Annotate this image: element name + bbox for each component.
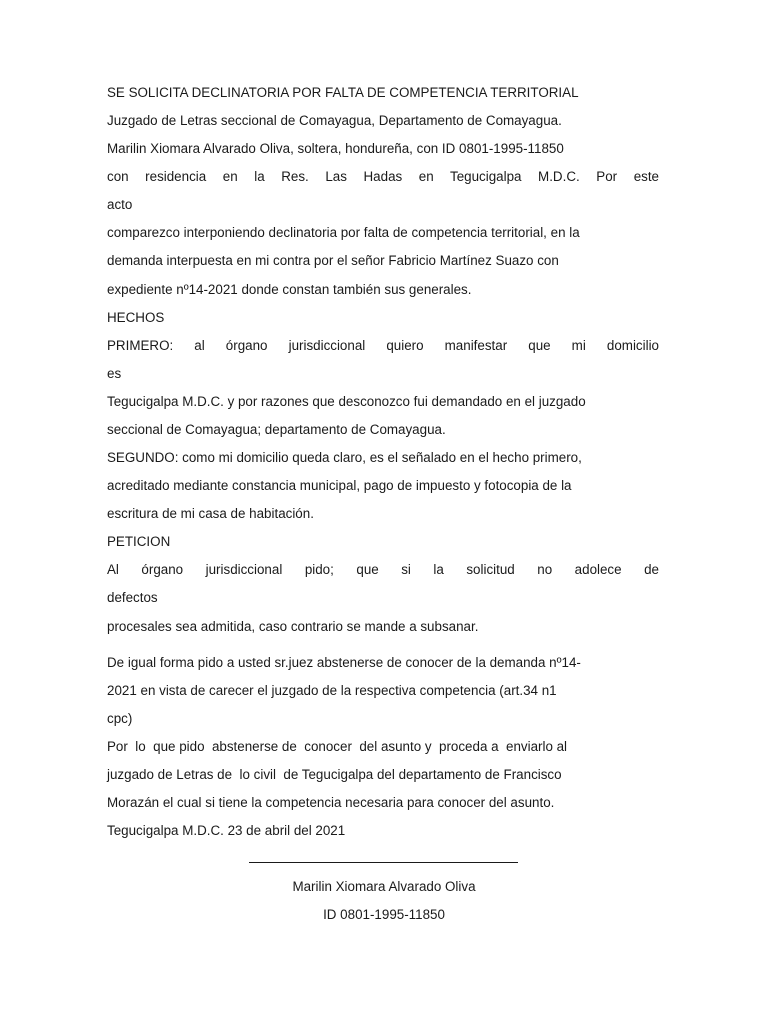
body-line: Por lo que pido abstenerse de conocer del asunto y proceda a enviarlo al — [107, 739, 568, 754]
body-line: 2021 en vista de carecer el juzgado de la respectiva competencia (art.34 n1 — [107, 683, 557, 698]
body-line: expediente nº14-2021 donde constan también sus generales. — [107, 282, 472, 297]
date-line: Tegucigalpa M.D.C. 23 de abril del 2021 — [107, 823, 346, 838]
body-line: juzgado de Letras de lo civil de Tegucigalpa del departamento de Francisco — [107, 767, 562, 782]
body-line: comparezco interponiendo declinatoria por falta de competencia territorial, en la — [107, 225, 580, 240]
signature-id: ID 0801-1995-11850 — [323, 907, 445, 922]
applicant-line: Marilin Xiomara Alvarado Oliva, soltera, hondureña, con ID 0801-1995-11850 — [107, 141, 564, 156]
body-line: defectos — [107, 590, 158, 605]
body-line: Morazán el cual si tiene la competencia necesaria para conocer del asunto. — [107, 795, 555, 810]
body-line: Tegucigalpa M.D.C. y por razones que desconozco fui demandado en el juzgado — [107, 394, 586, 409]
body-line: es — [107, 366, 122, 381]
body-line: SEGUNDO: como mi domicilio queda claro, es el señalado en el hecho primero, — [107, 450, 582, 465]
body-line: acto — [107, 197, 133, 212]
body-line: seccional de Comayagua; departamento de Comayagua. — [107, 422, 446, 437]
signature-line — [249, 862, 518, 863]
body-line: procesales sea admitida, caso contrario se mande a subsanar. — [107, 619, 479, 634]
court-line: Juzgado de Letras seccional de Comayagua, Departamento de Comayagua. — [107, 113, 562, 128]
body-line: con residencia en la Res. Las Hadas en Tegucigalpa M.D.C. Por este — [107, 169, 659, 184]
document-title: SE SOLICITA DECLINATORIA POR FALTA DE COMPETENCIA TERRITORIAL — [107, 85, 579, 100]
section-heading-peticion: PETICION — [107, 534, 171, 549]
body-line: demanda interpuesta en mi contra por el señor Fabricio Martínez Suazo con — [107, 253, 559, 268]
body-line: acreditado mediante constancia municipal, pago de impuesto y fotocopia de la — [107, 478, 572, 493]
body-line: cpc) — [107, 711, 133, 726]
section-heading-hechos: HECHOS — [107, 310, 165, 325]
body-line: De igual forma pido a usted sr.juez abstenerse de conocer de la demanda nº14- — [107, 655, 581, 670]
body-line: PRIMERO: al órgano jurisdiccional quiero manifestar que mi domicilio — [107, 338, 659, 353]
body-line: escritura de mi casa de habitación. — [107, 506, 314, 521]
signature-name: Marilin Xiomara Alvarado Oliva — [292, 879, 476, 894]
body-line: Al órgano jurisdiccional pido; que si la solicitud no adolece de — [107, 562, 659, 577]
